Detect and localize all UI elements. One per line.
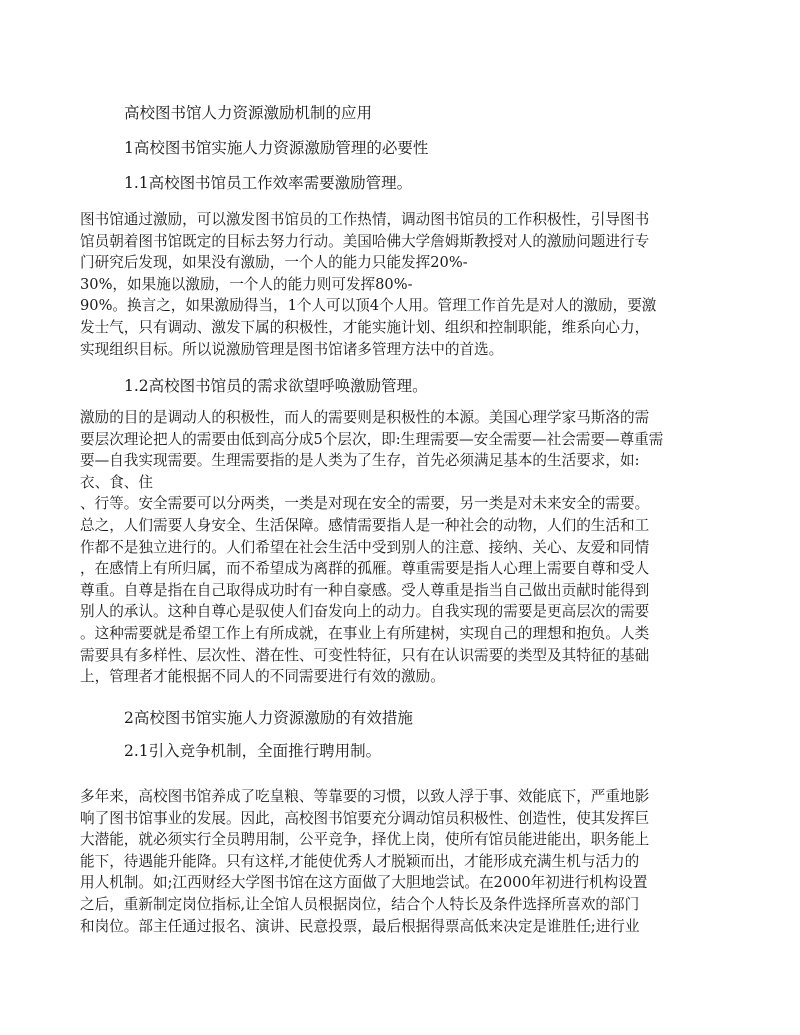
paragraph-line: ，在感情上有所归属，而不希望成为离群的孤雁。尊重需要是指人心理上需要自尊和受人	[80, 560, 650, 578]
paragraph-2-1	[80, 786, 720, 937]
paragraph-line: 要层次理论把人的需要由低到高分成5个层次，即:生理需要—安全需要—社会需要—尊重需	[80, 430, 664, 448]
paragraph-line: 馆员朝着图书馆既定的目标去努力行动。美国哈佛大学詹姆斯教授对人的激励问题进行专	[80, 232, 650, 250]
paragraph-line: 别人的承认。这种自尊心是驭使人们奋发向上的动力。自我实现的需要是更高层次的需要	[80, 603, 650, 621]
paragraph-line: 用人机制。如;江西财经大学图书馆在这方面做了大胆地尝试。在2000年初进行机构设置	[80, 874, 648, 892]
paragraph-line: 需要具有多样性、层次性、潜在性、可变性特征，只有在认识需要的类型及其特征的基础	[80, 646, 650, 664]
subsection-heading-1-2: 1.2高校图书馆员的需求欲望呼唤激励管理。	[124, 377, 428, 395]
paragraph-line: 30%，如果施以激励，一个人的能力则可发挥80%-	[80, 275, 413, 293]
paragraph-line: 衣、食、住	[80, 473, 153, 491]
paragraph-line: 多年来，高校图书馆养成了吃皇粮、等靠要的习惯，以致人浮于事、效能底下，严重地影	[80, 788, 650, 805]
paragraph-line: 之后，重新制定岗位指标,让全馆人员根据岗位，结合个人特长及条件选择所喜欢的部门	[80, 895, 640, 913]
section-heading-1: 1高校图书馆实施人力资源激励管理的必要性	[124, 139, 429, 157]
paragraph-line: 和岗位。部主任通过报名、演讲、民意投票，最后根据得票高低来决定是谁胜任;进行业	[80, 917, 640, 935]
paragraph-1-1	[80, 209, 720, 360]
paragraph-line: 作都不是独立进行的。人们希望在社会生活中受到别人的注意、接纳、关心、友爱和同情	[80, 538, 650, 556]
paragraph-line: 90%。换言之，如果激励得当，1个人可以顶4个人用。管理工作首先是对人的激励，要激	[80, 297, 657, 315]
paragraph-1-2	[80, 407, 720, 688]
paragraph-line: 激励的目的是调动人的积极性，而人的需要则是积极性的本源。美国心理学家马斯洛的需	[80, 409, 650, 426]
subsection-heading-2-1: 2.1引入竞争机制，全面推行聘用制。	[124, 742, 382, 760]
document-title: 高校图书馆人力资源激励机制的应用	[124, 104, 373, 122]
paragraph-line: 图书馆通过激励，可以激发图书馆员的工作热情，调动图书馆员的工作积极性，引导图书	[80, 211, 650, 228]
section-heading-2: 2高校图书馆实施人力资源激励的有效措施	[124, 709, 413, 727]
paragraph-line: 。这种需要就是希望工作上有所成就，在事业上有所建树，实现自己的理想和抱负。人类	[80, 624, 650, 642]
paragraph-line: 要—自我实现需要。生理需要指的是人类为了生存，首先必须满足基本的生活要求，如:	[80, 452, 640, 470]
paragraph-line: 总之，人们需要人身安全、生活保障。感情需要指人是一种社会的动物，人们的生活和工	[80, 516, 650, 534]
paragraph-line: 能下，待遇能升能降。只有这样,才能使优秀人才脱颖而出，才能形成充满生机与活力的	[80, 852, 640, 870]
paragraph-line: 响了图书馆事业的发展。因此，高校图书馆要充分调动馆员积极性、创造性，使其发挥巨	[80, 809, 650, 827]
paragraph-line: 门研究后发现，如果没有激励，一个人的能力只能发挥20%-	[80, 254, 468, 272]
paragraph-line: 发士气，只有调动、激发下属的积极性，才能实施计划、组织和控制职能，维系向心力，	[80, 318, 650, 336]
paragraph-line: 实现组织目标。所以说激励管理是图书馆诸多管理方法中的首选。	[80, 340, 504, 358]
paragraph-line: 、行等。安全需要可以分两类，一类是对现在安全的需要，另一类是对未来安全的需要。	[80, 495, 650, 513]
paragraph-line: 尊重。自尊是指在自己取得成功时有一种自豪感。受人尊重是指当自己做出贡献时能得到	[80, 581, 650, 599]
paragraph-line: 上，管理者才能根据不同人的不同需要进行有效的激励。	[80, 668, 445, 686]
paragraph-line: 大潜能，就必须实行全员聘用制，公平竞争，择优上岗，使所有馆员能进能出，职务能上	[80, 831, 650, 849]
subsection-heading-1-1: 1.1高校图书馆员工作效率需要激励管理。	[124, 174, 413, 192]
